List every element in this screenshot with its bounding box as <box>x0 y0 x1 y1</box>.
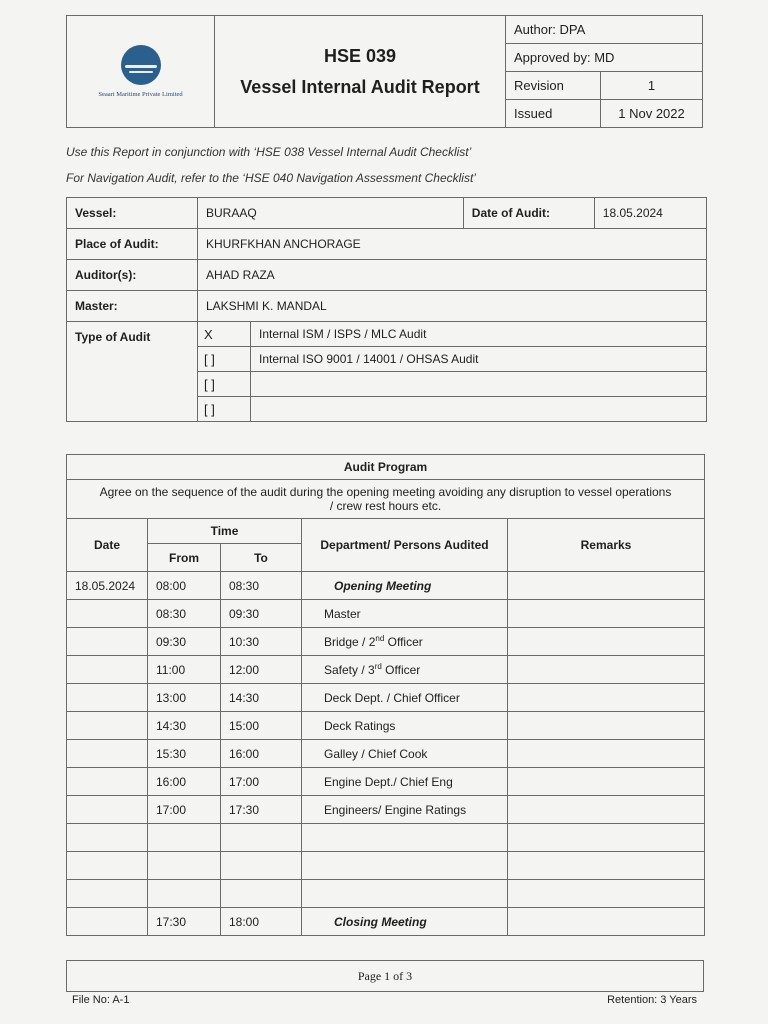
row-from: 08:00 <box>148 572 221 600</box>
col-date: Date <box>67 519 148 572</box>
vessel-info-table <box>66 197 707 422</box>
place-value: KHURFKHAN ANCHORAGE <box>198 229 707 260</box>
col-department: Department/ Persons Audited <box>302 519 508 572</box>
table-row <box>67 628 705 656</box>
row-department <box>302 880 508 908</box>
auditor-label: Auditor(s): <box>67 260 198 291</box>
type-checkbox: X <box>198 322 251 347</box>
row-department: Opening Meeting <box>302 572 508 600</box>
row-date <box>67 908 148 936</box>
row-from: 11:00 <box>148 656 221 684</box>
row-from: 13:00 <box>148 684 221 712</box>
row-department <box>302 852 508 880</box>
row-department: Deck Ratings <box>302 712 508 740</box>
table-row <box>67 796 705 824</box>
logo-cell <box>67 16 215 128</box>
row-to <box>221 880 302 908</box>
auditor-value: AHAD RAZA <box>198 260 707 291</box>
row-from: 17:00 <box>148 796 221 824</box>
row-to: 09:30 <box>221 600 302 628</box>
issued-label: Issued <box>506 100 601 128</box>
row-department: Safety / 3rd Officer <box>302 656 508 684</box>
table-row <box>67 768 705 796</box>
date-value: 18.05.2024 <box>594 198 706 229</box>
program-title: Audit Program <box>67 455 705 480</box>
table-row <box>67 572 705 600</box>
col-to: To <box>221 544 302 572</box>
table-row <box>67 712 705 740</box>
table-row <box>67 600 705 628</box>
row-remarks <box>508 656 705 684</box>
row-from: 16:00 <box>148 768 221 796</box>
row-department: Bridge / 2nd Officer <box>302 628 508 656</box>
table-row <box>67 824 705 852</box>
row-date <box>67 768 148 796</box>
instruction-line: Use this Report in conjunction with ‘HSE 038 Vessel Internal Audit Checklist’ <box>66 145 472 159</box>
title-cell <box>215 16 506 128</box>
table-row <box>67 852 705 880</box>
company-logo-icon <box>121 45 161 85</box>
row-date <box>67 712 148 740</box>
row-to <box>221 824 302 852</box>
revision-value: 1 <box>601 72 703 100</box>
date-label: Date of Audit: <box>463 198 594 229</box>
row-to: 16:00 <box>221 740 302 768</box>
row-remarks <box>508 852 705 880</box>
row-remarks <box>508 684 705 712</box>
row-remarks <box>508 712 705 740</box>
row-date <box>67 656 148 684</box>
row-date <box>67 852 148 880</box>
row-to: 18:00 <box>221 908 302 936</box>
approved-by: Approved by: MD <box>506 44 703 72</box>
table-row <box>67 740 705 768</box>
row-to: 17:00 <box>221 768 302 796</box>
row-to: 17:30 <box>221 796 302 824</box>
author: Author: DPA <box>506 16 703 44</box>
place-label: Place of Audit: <box>67 229 198 260</box>
row-remarks <box>508 600 705 628</box>
table-row <box>67 656 705 684</box>
row-remarks <box>508 740 705 768</box>
issued-value: 1 Nov 2022 <box>601 100 703 128</box>
col-remarks: Remarks <box>508 519 705 572</box>
row-from: 08:30 <box>148 600 221 628</box>
company-name: Seaart Maritime Private Limited <box>98 91 183 98</box>
col-time: Time <box>148 519 302 544</box>
master-value: LAKSHMI K. MANDAL <box>198 291 707 322</box>
page-number: Page 1 of 3 <box>357 969 413 983</box>
row-date <box>67 824 148 852</box>
row-from: 09:30 <box>148 628 221 656</box>
row-department: Master <box>302 600 508 628</box>
row-from <box>148 880 221 908</box>
row-from: 15:30 <box>148 740 221 768</box>
footer-box <box>66 960 704 992</box>
row-to: 08:30 <box>221 572 302 600</box>
row-date: 18.05.2024 <box>67 572 148 600</box>
instruction-line: For Navigation Audit, refer to the ‘HSE 040 Navigation Assessment Checklist’ <box>66 171 476 185</box>
audit-program-table <box>66 454 705 936</box>
row-remarks <box>508 796 705 824</box>
row-from: 14:30 <box>148 712 221 740</box>
row-remarks <box>508 768 705 796</box>
row-remarks <box>508 824 705 852</box>
table-row <box>67 908 705 936</box>
vessel-value: BURAAQ <box>198 198 464 229</box>
document-header <box>66 15 703 128</box>
vessel-label: Vessel: <box>67 198 198 229</box>
type-checkbox: [ ] <box>198 397 251 422</box>
row-date <box>67 600 148 628</box>
row-department <box>302 824 508 852</box>
row-date <box>67 740 148 768</box>
row-to <box>221 852 302 880</box>
row-from <box>148 852 221 880</box>
row-department: Closing Meeting <box>302 908 508 936</box>
retention-period: Retention: 3 Years <box>607 994 697 1006</box>
type-option: Internal ISM / ISPS / MLC Audit <box>251 322 707 347</box>
type-option <box>251 372 707 397</box>
row-to: 14:30 <box>221 684 302 712</box>
row-remarks <box>508 880 705 908</box>
type-option: Internal ISO 9001 / 14001 / OHSAS Audit <box>251 347 707 372</box>
document-code: HSE 039 <box>323 45 397 66</box>
type-checkbox: [ ] <box>198 372 251 397</box>
file-number: File No: A-1 <box>72 994 130 1006</box>
table-row <box>67 684 705 712</box>
revision-label: Revision <box>506 72 601 100</box>
row-from: 17:30 <box>148 908 221 936</box>
row-date <box>67 880 148 908</box>
type-checkbox: [ ] <box>198 347 251 372</box>
row-to: 10:30 <box>221 628 302 656</box>
type-label: Type of Audit <box>67 322 198 422</box>
col-from: From <box>148 544 221 572</box>
row-remarks <box>508 908 705 936</box>
program-note: Agree on the sequence of the audit during the opening meeting avoiding any disruption to vessel operations / crew rest hours etc. <box>67 480 705 519</box>
row-remarks <box>508 572 705 600</box>
row-department: Engine Dept./ Chief Eng <box>302 768 508 796</box>
row-date <box>67 684 148 712</box>
row-department: Galley / Chief Cook <box>302 740 508 768</box>
table-row <box>67 880 705 908</box>
row-date <box>67 628 148 656</box>
row-department: Deck Dept. / Chief Officer <box>302 684 508 712</box>
row-remarks <box>508 628 705 656</box>
master-label: Master: <box>67 291 198 322</box>
row-from <box>148 824 221 852</box>
document-title: Vessel Internal Audit Report <box>240 76 480 97</box>
row-date <box>67 796 148 824</box>
type-option <box>251 397 707 422</box>
row-to: 15:00 <box>221 712 302 740</box>
row-department: Engineers/ Engine Ratings <box>302 796 508 824</box>
row-to: 12:00 <box>221 656 302 684</box>
